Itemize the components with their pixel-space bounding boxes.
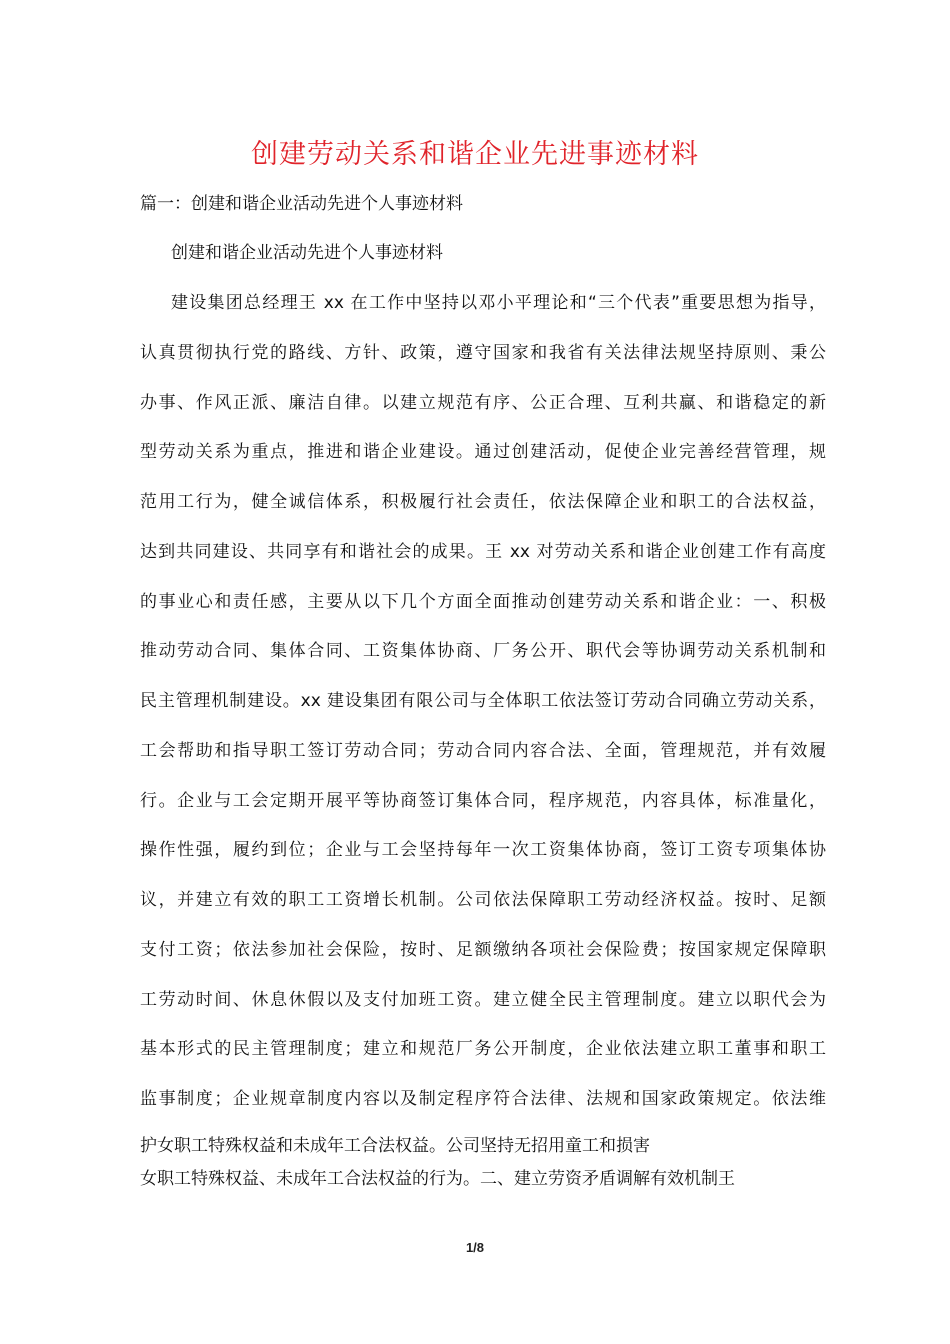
body-line: 监事制度；企业规章制度内容以及制定程序符合法律、法规和国家政策规定。依法维 [140,1089,826,1109]
body-line: 达到共同建设、共同享有和谐社会的成果。王 xx 对劳动关系和谐企业创建工作有高度 [140,542,826,562]
body-line: 女职工特殊权益、未成年工合法权益的行为。二、建立劳资矛盾调解有效机制王 [140,1169,735,1189]
body-line: 建设集团总经理王 xx 在工作中坚持以邓小平理论和“三个代表”重要思想为指导， [171,293,826,313]
body-line: 工会帮助和指导职工签订劳动合同；劳动合同内容合法、全面，管理规范，并有效履 [140,741,826,761]
page-number: 1/8 [465,1240,485,1255]
body-line: 操作性强，履约到位；企业与工会坚持每年一次工资集体协商，签订工资专项集体协 [140,840,826,860]
body-line: 型劳动关系为重点，推进和谐企业建设。通过创建活动，促使企业完善经营管理，规 [140,442,826,462]
body-line: 基本形式的民主管理制度；建立和规范厂务公开制度，企业依法建立职工董事和职工 [140,1039,826,1059]
body-line: 工劳动时间、休息休假以及支付加班工资。建立健全民主管理制度。建立以职代会为 [140,990,826,1010]
document-title: 创建劳动关系和谐企业先进事迹材料 [251,139,699,170]
body-line: 认真贯彻执行党的路线、方针、政策，遵守国家和我省有关法律法规坚持原则、秉公 [140,343,826,363]
subheading: 创建和谐企业活动先进个人事迹材料 [171,243,443,263]
body-line: 推动劳动合同、集体合同、工资集体协商、厂务公开、职代会等协调劳动关系机制和 [140,641,826,661]
body-line: 范用工行为，健全诚信体系，积极履行社会责任，依法保障企业和职工的合法权益， [140,492,826,512]
body-line: 护女职工特殊权益和未成年工合法权益。公司坚持无招用童工和损害 [140,1136,650,1156]
section-heading: 篇一：创建和谐企业活动先进个人事迹材料 [140,194,463,214]
body-line: 行。企业与工会定期开展平等协商签订集体合同，程序规范，内容具体，标准量化， [140,791,826,811]
body-line: 支付工资；依法参加社会保险，按时、足额缴纳各项社会保险费；按国家规定保障职 [140,940,826,960]
body-line: 办事、作风正派、廉洁自律。以建立规范有序、公正合理、互利共赢、和谐稳定的新 [140,393,826,413]
body-line: 民主管理机制建设。xx 建设集团有限公司与全体职工依法签订劳动合同确立劳动关系， [140,691,826,711]
body-line: 议，并建立有效的职工工资增长机制。公司依法保障职工劳动经济权益。按时、足额 [140,890,826,910]
body-line: 的事业心和责任感，主要从以下几个方面全面推动创建劳动关系和谐企业：一、积极 [140,592,826,612]
